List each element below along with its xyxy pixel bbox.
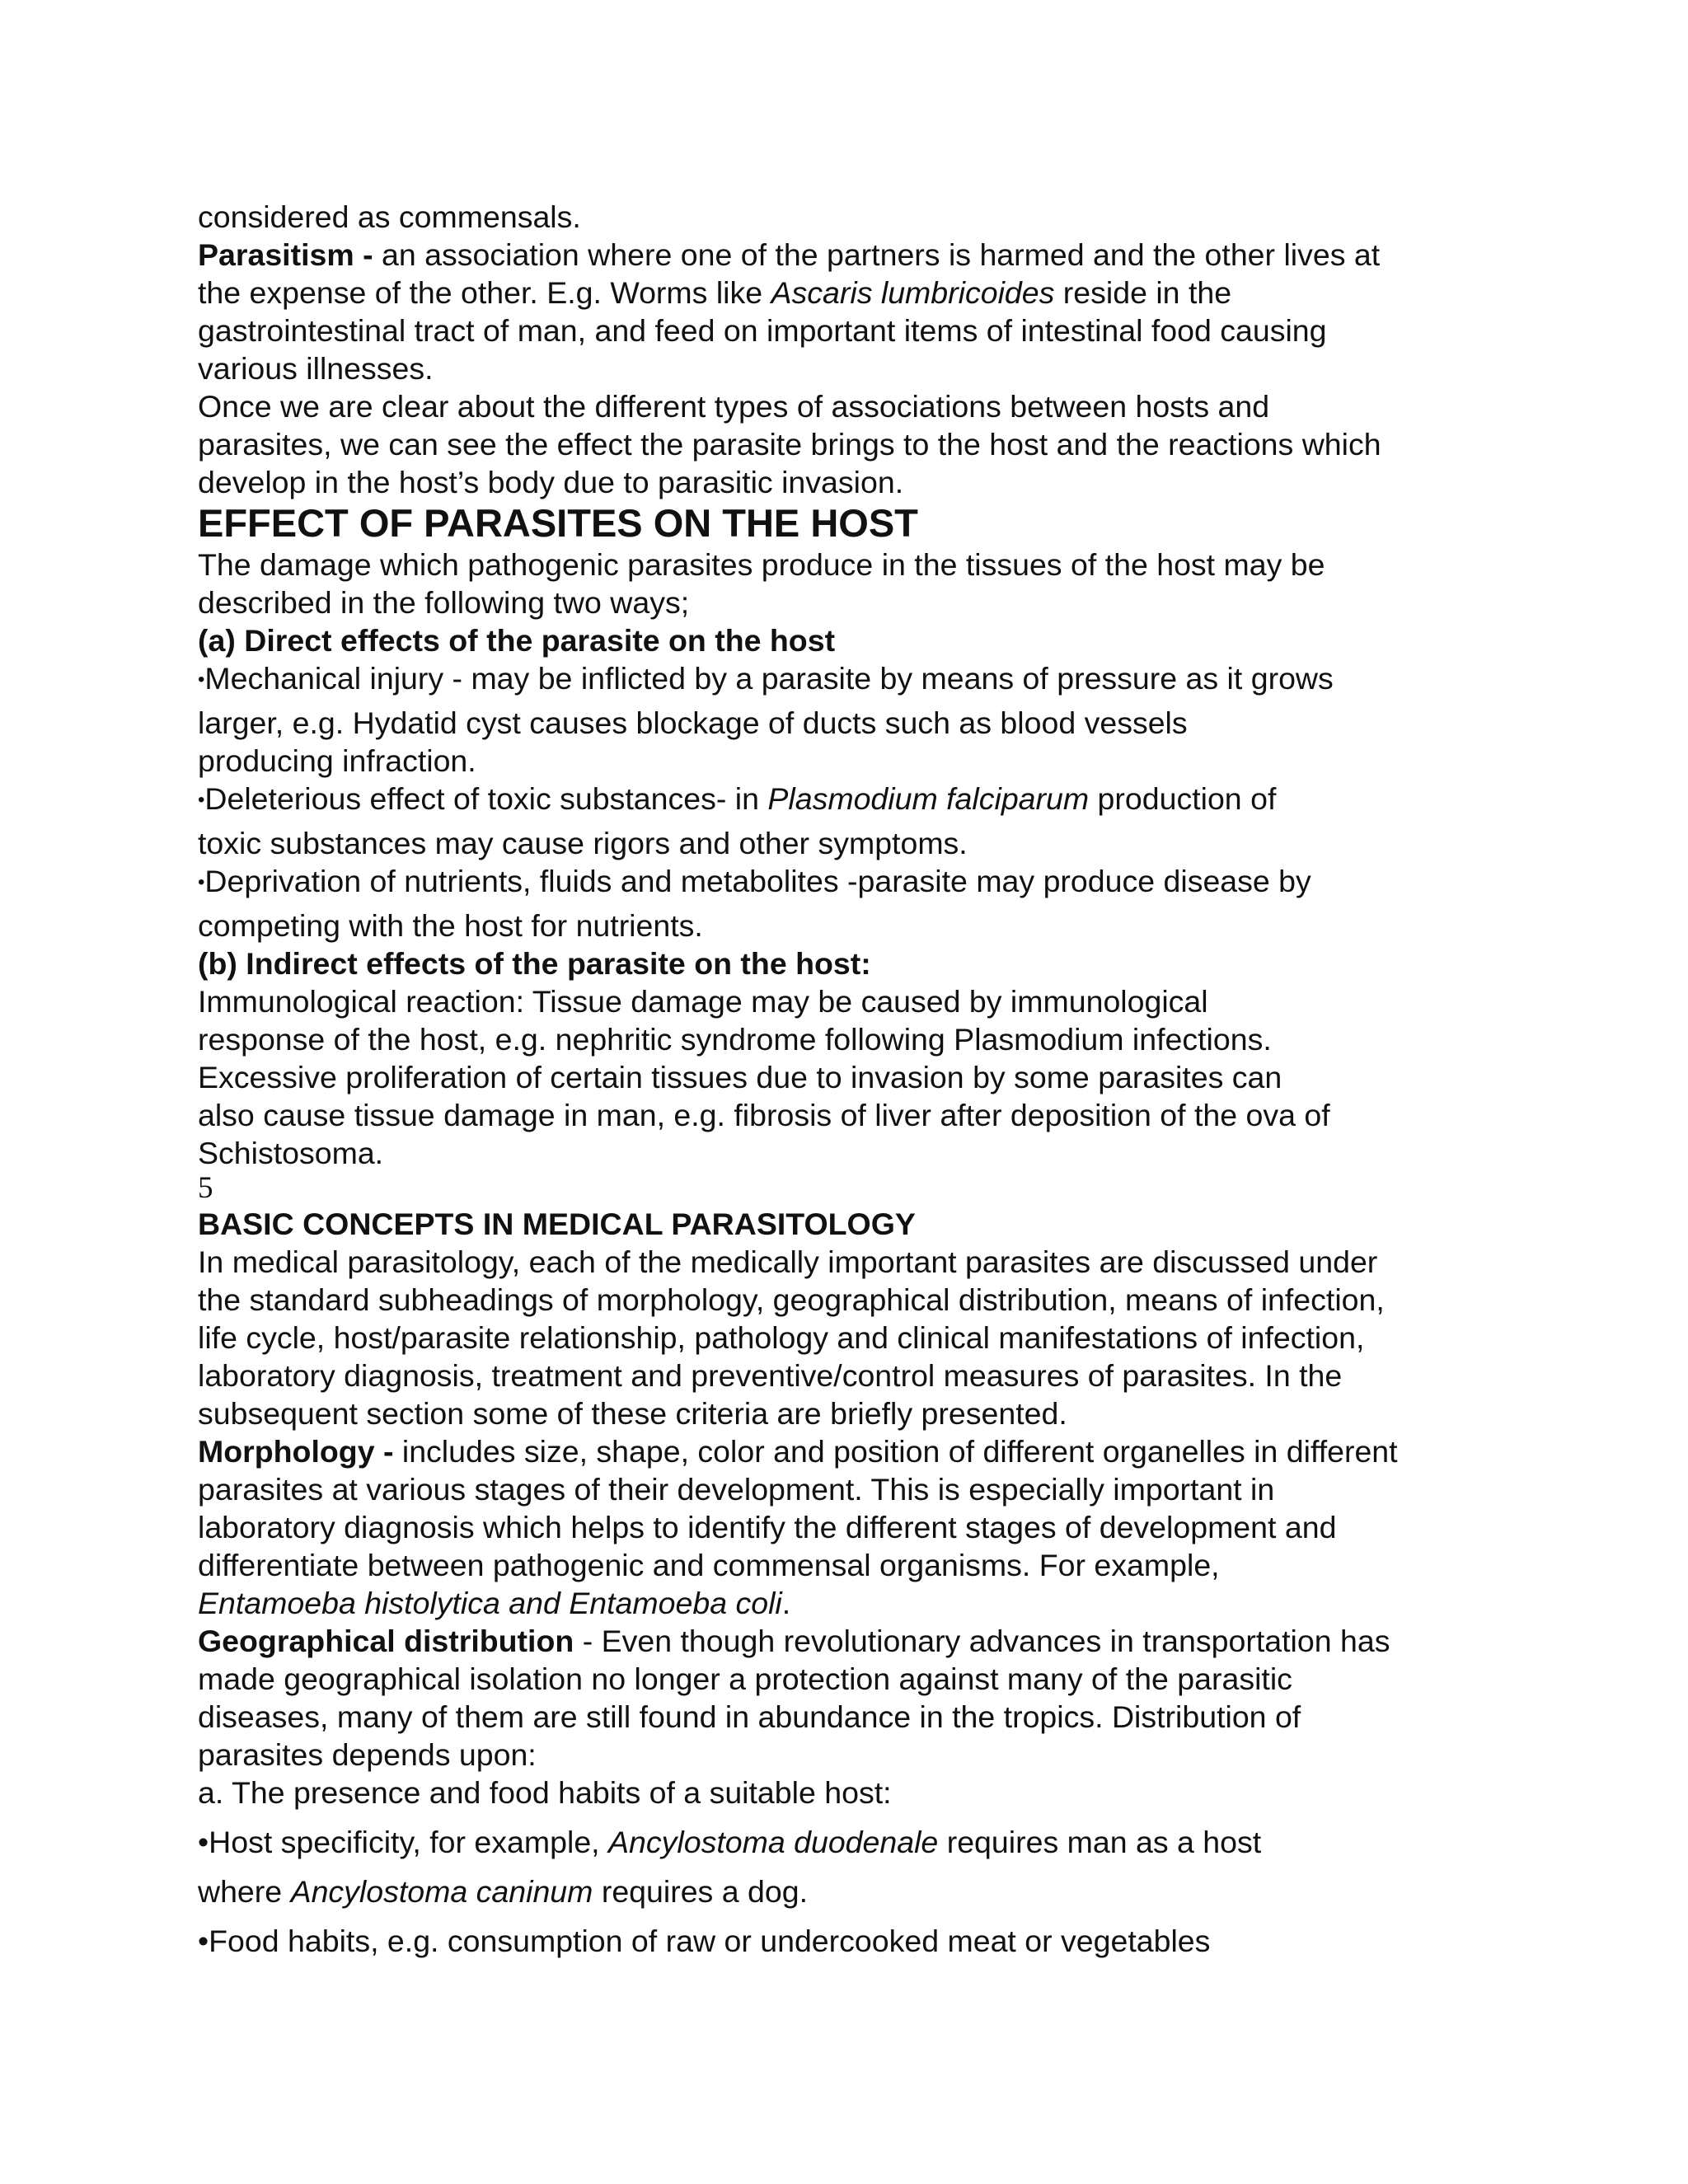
text-line	[198, 1622, 1500, 1660]
text-line: described in the following two ways;	[198, 585, 690, 620]
text-line: made geographical isolation no longer a protection against many of the parasitic	[198, 1661, 1292, 1696]
text-line: The damage which pathogenic parasites produce in the tissues of the host may be	[198, 547, 1325, 582]
text-line: diseases, many of them are still found in abundance in the tropics. Distribution of	[198, 1699, 1301, 1734]
text-line	[198, 1432, 1500, 1470]
text-span: - Even though revolutionary advances in transportation has	[574, 1624, 1390, 1658]
text-span: •Host specificity, for example,	[198, 1825, 609, 1859]
text-line: laboratory diagnosis, treatment and preventive/control measures of parasites. In the	[198, 1358, 1343, 1393]
bullet-item	[198, 1823, 1500, 1861]
text-span: the expense of the other. E.g. Worms like	[198, 275, 771, 310]
text-line: toxic substances may cause rigors and other symptoms.	[198, 826, 968, 860]
text-line: Once we are clear about the different types of associations between hosts and	[198, 389, 1270, 424]
subsection-heading: (b) Indirect effects of the parasite on the host:	[198, 946, 871, 981]
text-span: Mechanical injury - may be inflicted by a parasite by means of pressure as it grows	[204, 661, 1334, 696]
species-name: Ascaris lumbricoides	[771, 275, 1055, 310]
text-span: requires a dog.	[593, 1874, 808, 1909]
text-span: reside in the	[1054, 275, 1232, 310]
text-line: producing infraction.	[198, 743, 476, 778]
text-line: laboratory diagnosis which helps to identify the different stages of development and	[198, 1510, 1337, 1544]
text-span: an association where one of the partners is harmed and the other lives at	[373, 237, 1381, 272]
text-span: Deleterious effect of toxic substances- in	[204, 781, 768, 816]
term-parasitism: Parasitism -	[198, 237, 373, 272]
text-line: response of the host, e.g. nephritic syndrome following Plasmodium infections.	[198, 1022, 1272, 1057]
text-line: considered as commensals.	[198, 199, 581, 234]
document-page	[198, 198, 1500, 1960]
text-line: parasites, we can see the effect the parasite brings to the host and the reactions which	[198, 427, 1381, 462]
species-name: Ancylostoma caninum	[290, 1874, 593, 1909]
text-line	[198, 1584, 1500, 1622]
text-line: larger, e.g. Hydatid cyst causes blockage of ducts such as blood vessels	[198, 705, 1188, 740]
text-line	[198, 236, 1500, 274]
species-name: Plasmodium falciparum	[767, 781, 1090, 816]
text-line	[198, 274, 1500, 312]
text-span: includes size, shape, color and position of different organelles in different	[393, 1434, 1398, 1469]
subsection-heading: (a) Direct effects of the parasite on the host	[198, 623, 836, 658]
bullet-item	[198, 780, 1500, 819]
term-morphology: Morphology -	[198, 1434, 394, 1469]
text-span: Deprivation of nutrients, fluids and metabolites -parasite may produce disease by	[204, 864, 1311, 898]
text-line: Immunological reaction: Tissue damage may be caused by immunological	[198, 984, 1208, 1019]
text-line: subsequent section some of these criteria are briefly presented.	[198, 1396, 1067, 1431]
bullet-item: •Food habits, e.g. consumption of raw or undercooked meat or vegetables	[198, 1924, 1211, 1958]
text-line: a. The presence and food habits of a suitable host:	[198, 1775, 892, 1810]
text-span: production of	[1089, 781, 1277, 816]
text-span: requires man as a host	[938, 1825, 1262, 1859]
species-name: Ancylostoma duodenale	[608, 1825, 939, 1859]
text-line: also cause tissue damage in man, e.g. fibrosis of liver after deposition of the ova of	[198, 1098, 1330, 1132]
species-name: Entamoeba histolytica and Entamoeba coli	[198, 1586, 782, 1620]
text-line: Excessive proliferation of certain tissues due to invasion by some parasites can	[198, 1060, 1282, 1094]
text-line: parasites depends upon:	[198, 1737, 537, 1772]
bullet-item	[198, 659, 1500, 699]
text-span: where	[198, 1874, 291, 1909]
text-line: develop in the host’s body due to parasitic invasion.	[198, 465, 904, 499]
bullet-icon: •	[198, 668, 205, 691]
page-number: 5	[198, 1171, 213, 1205]
text-line: parasites at various stages of their development. This is especially important in	[198, 1472, 1275, 1507]
term-geographical-distribution: Geographical distribution	[198, 1624, 574, 1658]
bullet-icon: •	[198, 789, 205, 811]
section-heading: EFFECT OF PARASITES ON THE HOST	[198, 501, 918, 545]
text-line: In medical parasitology, each of the medically important parasites are discussed under	[198, 1244, 1378, 1279]
text-line: gastrointestinal tract of man, and feed on important items of intestinal food causing	[198, 313, 1327, 348]
text-line	[198, 1872, 1500, 1910]
text-line: various illnesses.	[198, 351, 434, 386]
text-span: .	[781, 1586, 791, 1620]
bullet-icon: •	[198, 871, 205, 893]
section-heading: BASIC CONCEPTS IN MEDICAL PARASITOLOGY	[198, 1207, 916, 1241]
text-line: Schistosoma.	[198, 1136, 384, 1170]
text-line: competing with the host for nutrients.	[198, 908, 703, 943]
text-line: life cycle, host/parasite relationship, pathology and clinical manifestations of infection,	[198, 1320, 1365, 1355]
text-line: the standard subheadings of morphology, geographical distribution, means of infection,	[198, 1282, 1385, 1317]
text-line: differentiate between pathogenic and commensal organisms. For example,	[198, 1548, 1220, 1582]
bullet-item	[198, 862, 1500, 902]
